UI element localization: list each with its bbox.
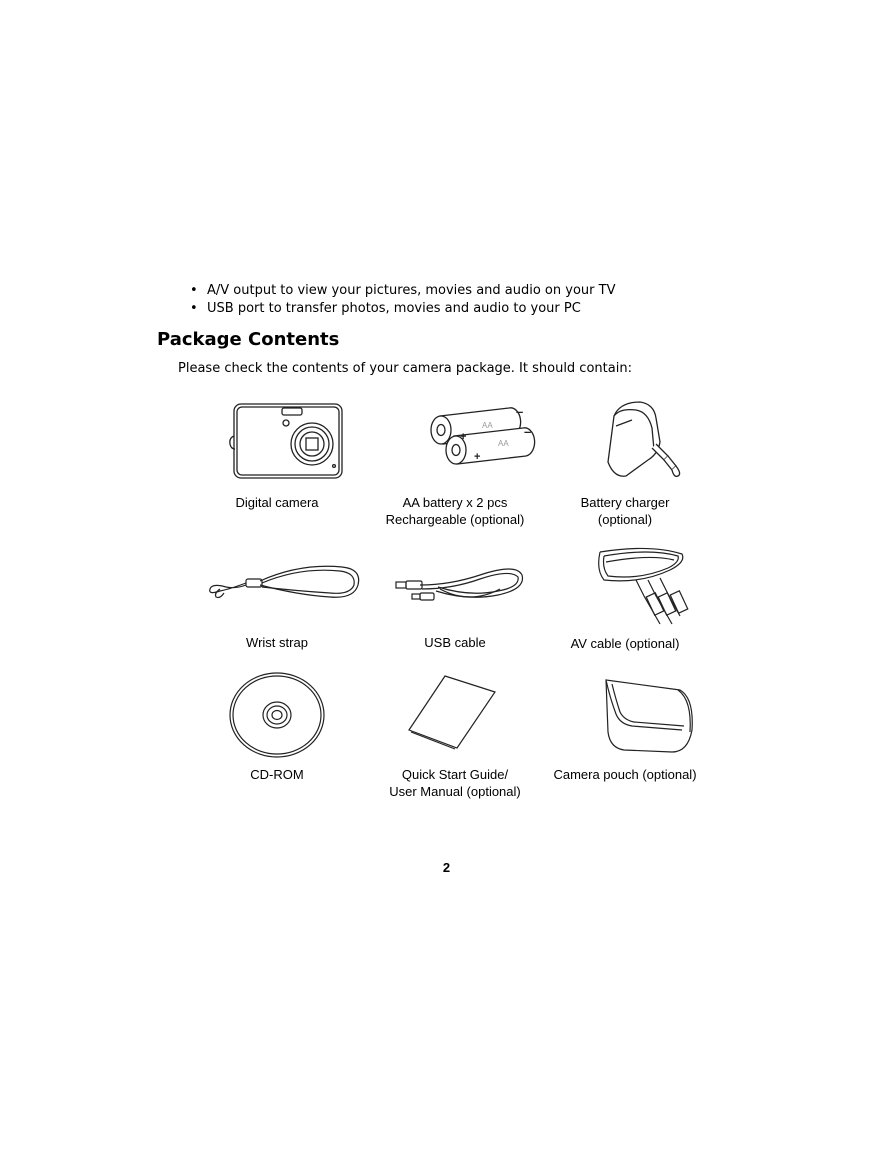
digital-camera-icon [212, 398, 342, 486]
item-caption: Wrist strap [246, 635, 308, 650]
battery-marking: AA [498, 439, 509, 448]
item-caption: CD-ROM [250, 767, 304, 782]
item-caption: AV cable (optional) [570, 636, 680, 651]
bullet-item: • USB port to transfer photos, movies and audio to your PC [190, 301, 581, 316]
item-caption: Digital camera [235, 495, 319, 510]
bullet-text: A/V output to view your pictures, movies and audio on your TV [207, 283, 616, 298]
item-caption: Battery charger (optional) [580, 495, 670, 527]
package-item-digital-camera [182, 398, 372, 511]
feature-bullet-list [190, 282, 615, 318]
aa-battery-icon [390, 398, 532, 486]
package-item-battery-charger [530, 398, 720, 528]
svg-text:+: + [460, 431, 467, 443]
item-caption: AA battery x 2 pcs Rechargeable (optional) [385, 495, 525, 527]
wrist-strap-icon [190, 545, 365, 620]
item-caption: USB cable [424, 635, 486, 650]
battery-marking: AA [482, 421, 493, 430]
cd-rom-icon [227, 670, 327, 760]
av-cable-icon [560, 540, 690, 625]
package-item-quick-start-guide [360, 670, 550, 800]
battery-charger-icon [560, 398, 690, 486]
package-item-wrist-strap [182, 545, 372, 651]
bullet-item: • A/V output to view your pictures, movies and audio on your TV [190, 283, 616, 298]
quick-start-guide-icon [405, 670, 505, 760]
camera-pouch-icon [560, 670, 690, 760]
svg-text:–: – [516, 404, 524, 419]
package-item-camera-pouch [530, 670, 720, 783]
package-item-cd-rom [182, 670, 372, 783]
item-caption: Camera pouch (optional) [553, 767, 697, 782]
page-number: 2 [442, 860, 451, 875]
bullet-text: USB port to transfer photos, movies and audio to your PC [207, 301, 581, 316]
svg-text:–: – [524, 424, 532, 439]
package-item-av-cable [530, 540, 720, 652]
section-heading: Package Contents [157, 329, 340, 350]
item-caption: Quick Start Guide/ User Manual (optional) [389, 767, 521, 799]
usb-cable-icon [380, 545, 530, 620]
intro-text: Please check the contents of your camera package. It should contain: [178, 361, 632, 376]
package-item-aa-battery [360, 398, 550, 528]
package-item-usb-cable [360, 545, 550, 651]
svg-text:+: + [474, 451, 481, 463]
